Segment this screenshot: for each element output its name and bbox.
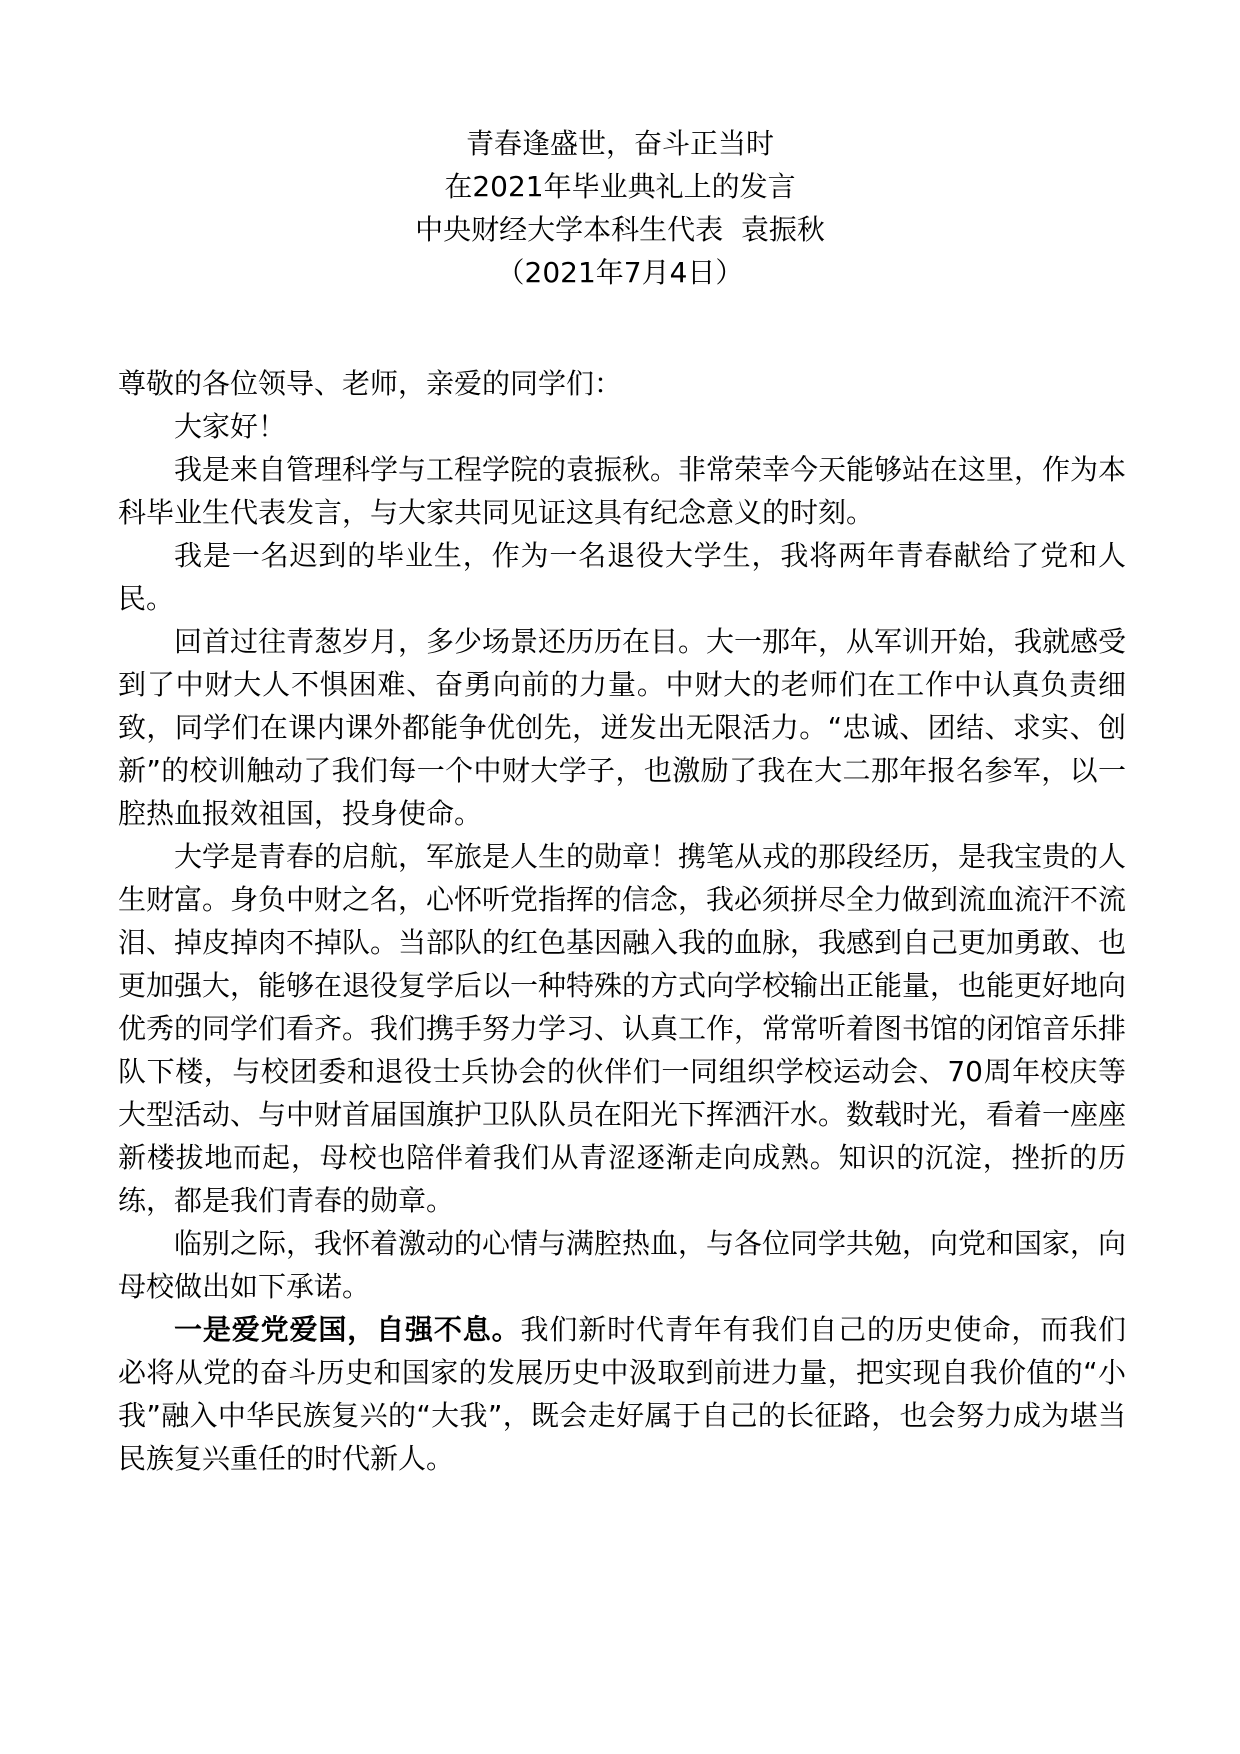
date-line: （2021年7月4日）	[496, 256, 744, 289]
greeting: 大家好！	[174, 410, 287, 443]
title-block	[0, 122, 1240, 294]
promise-one-heading: 一是爱党爱国，自强不息。	[174, 1313, 521, 1346]
paragraph-memories: 回首过往青葱岁月，多少场景还历历在目。大一那年，从军训开始，我就感受到了中财大人不惧困难、奋勇向前的力量。中财大的老师们在工作中认真负责细致，同学们在课内课外都能争优创先，迸发出无限活力。“忠诚、团结、求实、创新”的校训触动了我们每一个中财大学子，也激励了我在大二那年报名参军，以一腔热血报效祖国，投身使命。	[118, 625, 1127, 830]
paragraph-farewell: 临别之际，我怀着激动的心情与满腔热血，与各位同学共勉，向党和国家，向母校做出如下承诺。	[118, 1227, 1127, 1303]
promise-one-text: 我们新时代青年有我们自己的历史使命，而我们必将从党的奋斗历史和国家的发展历史中汲取到前进力量，把实现自我价值的“小我”融入中华民族复兴的“大我”，既会走好属于自己的长征路，也会努力成为堪当民族复兴重任的时代新人。	[118, 1313, 1126, 1475]
author-line: 中央财经大学本科生代表 袁振秋	[415, 213, 825, 246]
speech-body	[118, 362, 1126, 1480]
paragraph-promise-one	[118, 1308, 1126, 1480]
paragraph-introduction: 我是来自管理科学与工程学院的袁振秋。非常荣幸今天能够站在这里，作为本科毕业生代表发言，与大家共同见证这具有纪念意义的时刻。	[118, 453, 1127, 529]
paragraph-military-experience: 大学是青春的启航，军旅是人生的勋章！携笔从戎的那段经历，是我宝贵的人生财富。身负中财之名，心怀听党指挥的信念，我必须拼尽全力做到流血流汗不流泪、掉皮掉肉不掉队。当部队的红色基因融入我的血脉，我感到自己更加勇敢、也更加强大，能够在退役复学后以一种特殊的方式向学校输出正能量，也能更好地向优秀的同学们看齐。我们携手努力学习、认真工作，常常听着图书馆的闭馆音乐排队下楼，与校团委和退役士兵协会的伙伴们一同组织学校运动会、70周年校庆等大型活动、与中财首届国旗护卫队队员在阳光下挥洒汗水。数载时光，看着一座座新楼拔地而起，母校也陪伴着我们从青涩逐渐走向成熟。知识的沉淀，挫折的历练，都是我们青春的勋章。	[118, 840, 1127, 1217]
salutation: 尊敬的各位领导、老师，亲爱的同学们：	[118, 367, 623, 400]
paragraph-veteran: 我是一名迟到的毕业生，作为一名退役大学生，我将两年青春献给了党和人民。	[118, 539, 1126, 615]
document-title: 青春逢盛世，奋斗正当时	[465, 127, 774, 160]
document-subtitle: 在2021年毕业典礼上的发言	[444, 170, 796, 203]
